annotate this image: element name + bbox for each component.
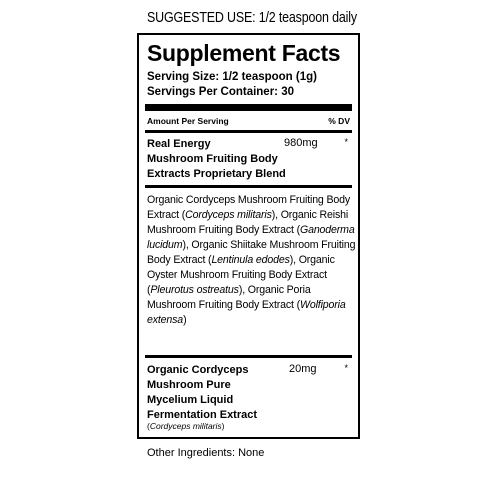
ingredient-text: ), Organic Poria Mushroom Fruiting Body Extract ( — [147, 284, 311, 311]
blend-ingredients — [147, 193, 357, 328]
thick-divider — [145, 104, 352, 111]
blend-name — [147, 137, 286, 182]
ingredient-text: ), Organic Oyster Mushroom Fruiting Body Extract ( — [147, 254, 335, 296]
latin-name: Pleurotus ostreatus — [150, 284, 239, 296]
blend-name-line: Extracts Proprietary Blend — [147, 168, 286, 180]
other-ingredients: Other Ingredients: None — [147, 447, 265, 459]
latin-name: Wolfiporia extensa — [147, 299, 346, 326]
mycelium-name-line: Organic Cordyceps — [147, 364, 249, 376]
latin-name: Cordyceps militaris — [149, 421, 222, 431]
mycelium-name-line: Mycelium Liquid — [147, 394, 234, 406]
amount-per-serving-header: Amount Per Serving — [147, 116, 229, 126]
ingredient-text: ), Organic Reishi Mushroom Fruiting Body Extract ( — [147, 209, 349, 236]
mycelium-name-line: Fermentation Extract — [147, 409, 258, 421]
mycelium-divider — [145, 355, 352, 358]
serving-size: Serving Size: 1/2 teaspoon (1g) — [147, 71, 317, 83]
panel-title: Supplement Facts — [147, 40, 341, 66]
supplement-facts-panel — [137, 33, 360, 439]
dv-header: % DV — [328, 116, 350, 126]
blend-name-line: Real Energy — [147, 138, 211, 150]
latin-name: Lentinula edodes — [211, 254, 290, 266]
blend-divider — [145, 185, 352, 188]
mycelium-dv: * — [344, 363, 348, 373]
blend-amount: 980mg — [284, 137, 318, 149]
ingredient-text: ) — [183, 314, 187, 326]
mycelium-latin: (Cordyceps militaris) — [147, 421, 225, 431]
blend-name-line: Mushroom Fruiting Body — [147, 153, 278, 165]
latin-name: Ganoderma lucidum — [147, 224, 355, 251]
mycelium-name-line: Mushroom Pure — [147, 379, 231, 391]
latin-name: Cordyceps militaris — [185, 209, 272, 221]
header-divider — [145, 130, 352, 133]
servings-per-container: Servings Per Container: 30 — [147, 86, 294, 98]
ingredient-text: ), Organic Shiitake Mushroom Fruiting Body Extract ( — [147, 239, 356, 266]
mycelium-amount: 20mg — [289, 363, 317, 375]
mycelium-name — [147, 363, 257, 423]
ingredient-text: Organic Cordyceps Mushroom Fruiting Body Extract ( — [147, 194, 351, 221]
blend-dv: * — [344, 137, 348, 147]
suggested-use-text: SUGGESTED USE: 1/2 teaspoon daily — [147, 10, 357, 26]
